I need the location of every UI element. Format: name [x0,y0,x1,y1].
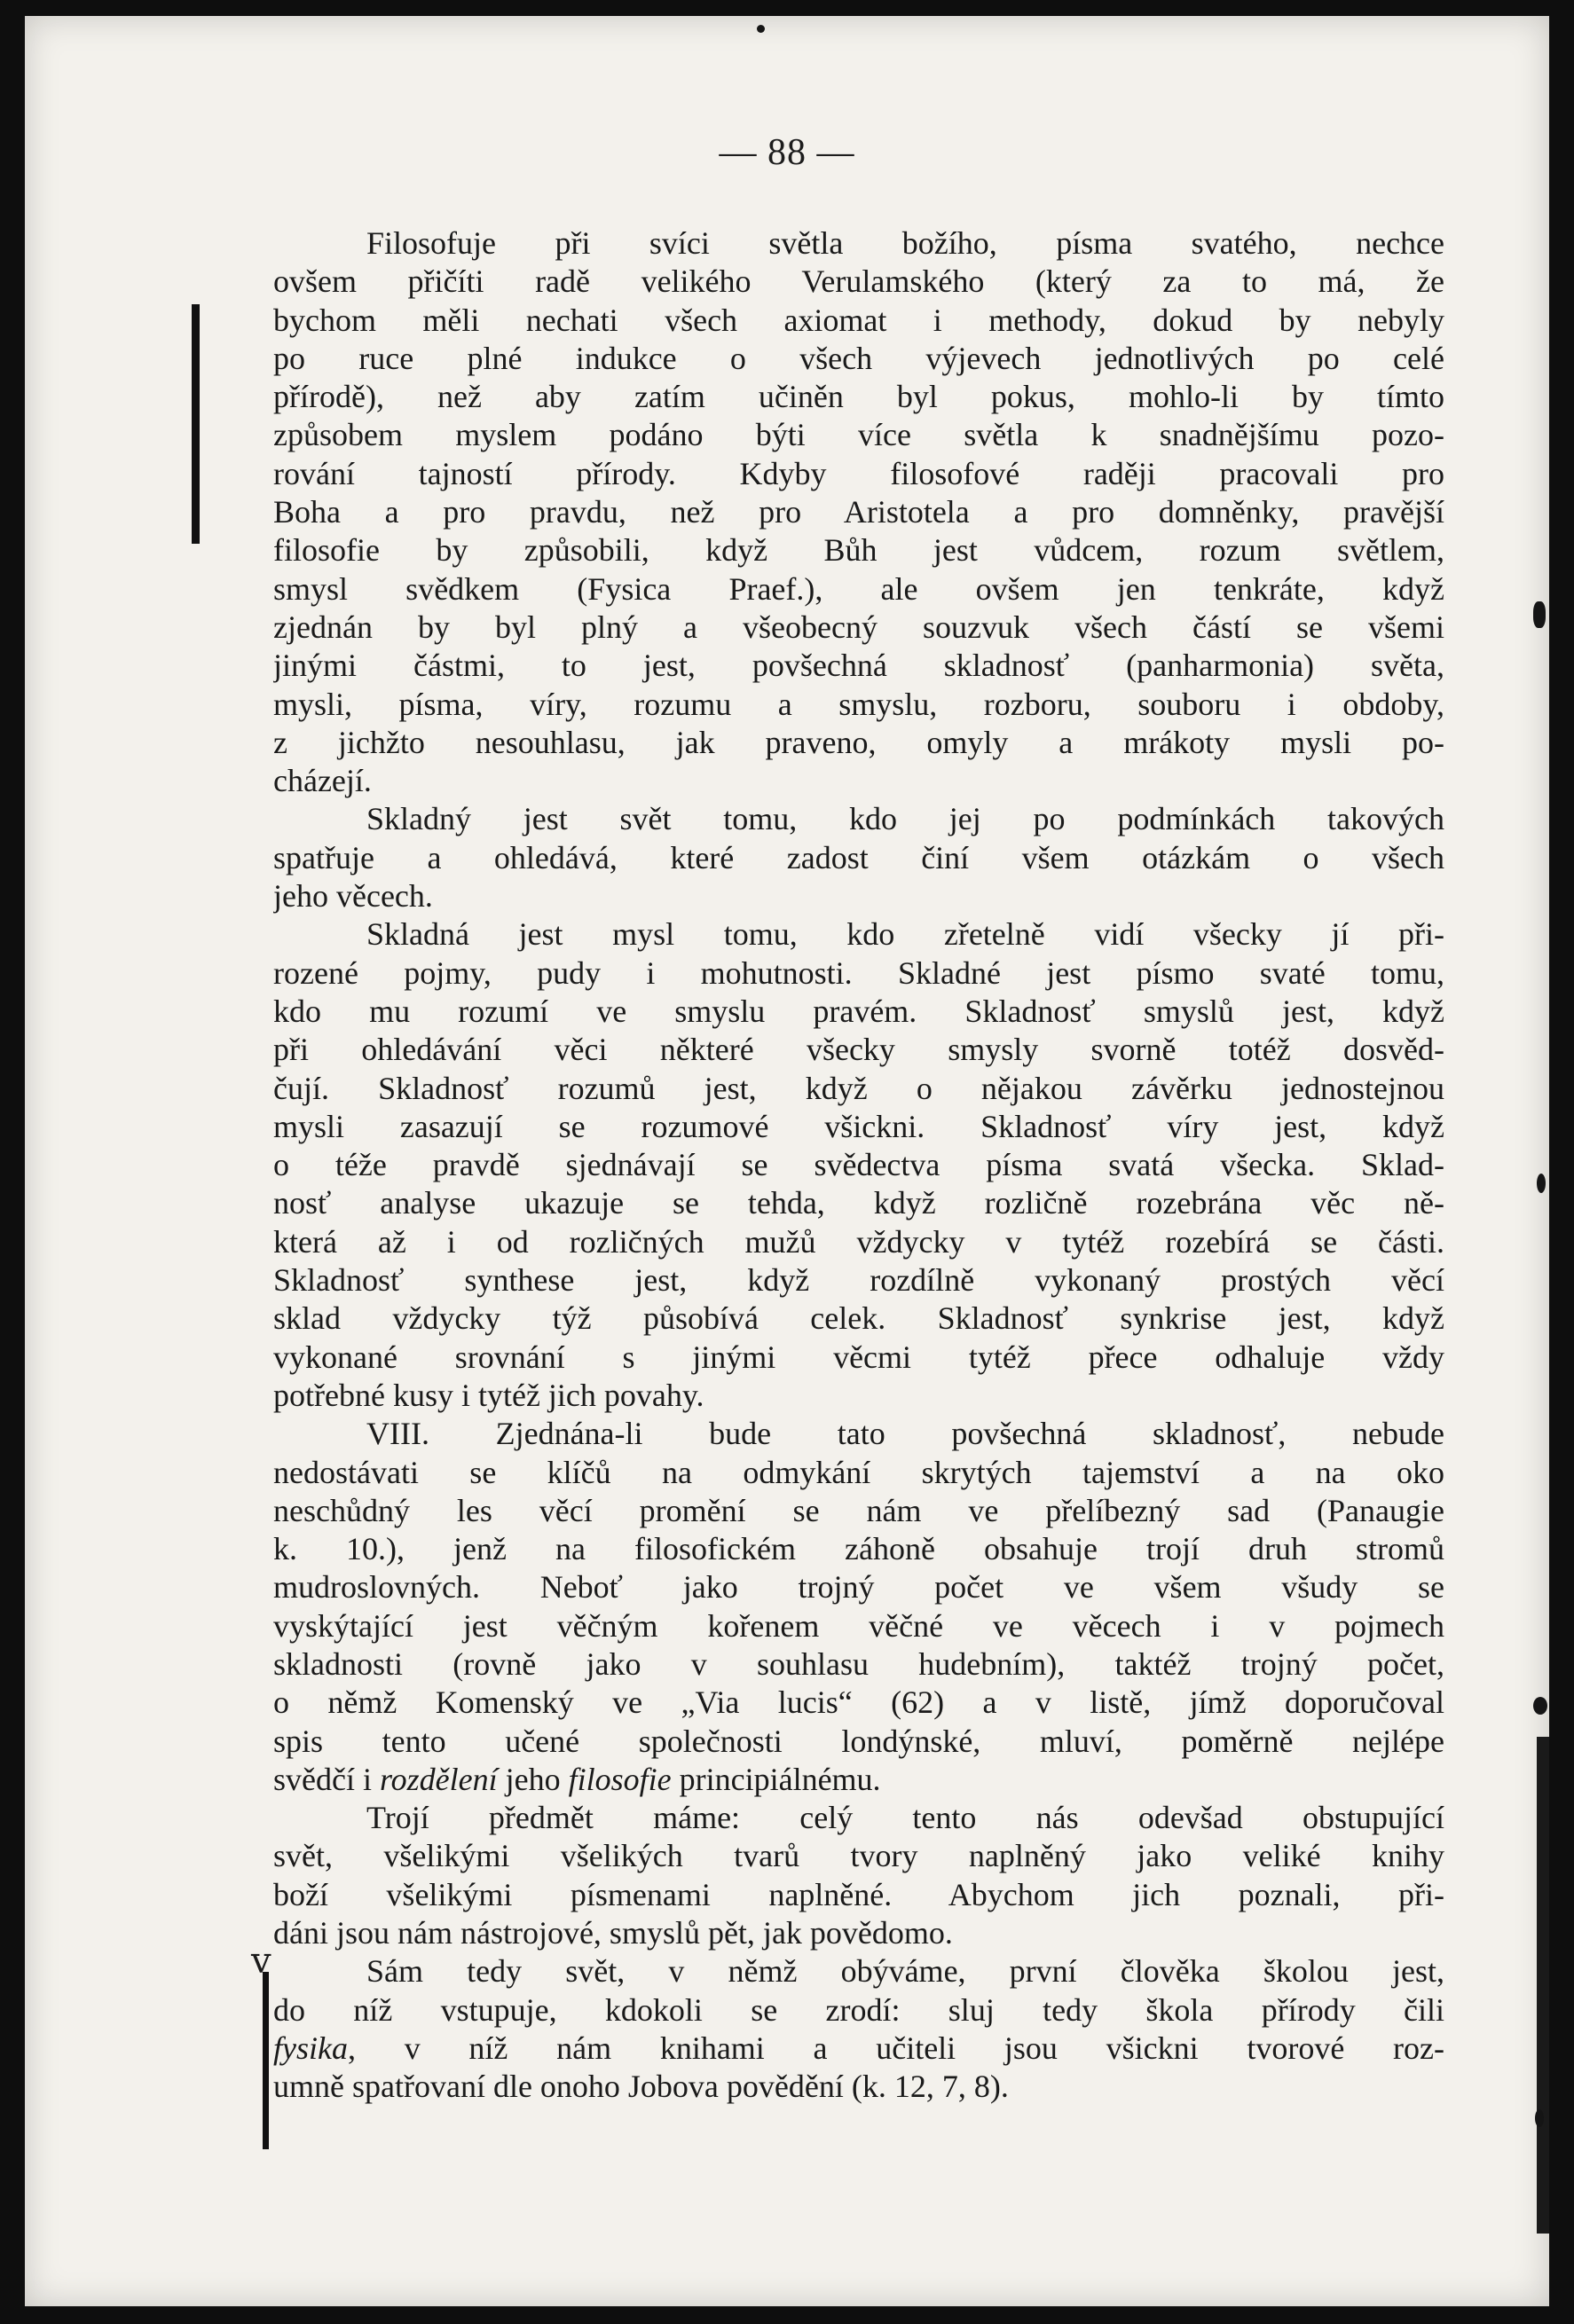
body-text [273,224,1444,2107]
text-line: Skladná jest mysl tomu, kdo zřetelně vidí všecky jí při- [366,916,1444,953]
text-line: bychom měli nechati všech axiomat i methody, dokud by nebyly [273,302,1444,338]
lower-left-margin-pencil-bar [263,1972,269,2149]
text-line: boží všelikými písmenami naplněné. Abychom jich poznali, při- [273,1876,1444,1912]
text-run: svědčí i [273,1761,380,1797]
book-page [25,16,1549,2306]
text-line: Sám tedy svět, v němž obýváme, první člověka školou jest, [366,1953,1444,1990]
text-line: neschůdný les věcí promění se nám ve přelíbezný sad (Panaugie [273,1492,1444,1528]
italic-term: rozdělení [379,1761,498,1797]
text-line: mysli zasazují se rozumové všickni. Skladnosť víry jest, když [273,1108,1444,1144]
text-line: nosť analyse ukazuje se tehda, když rozličně rozebrána věc ně- [273,1185,1444,1221]
text-line: mysli, písma, víry, rozumu a smyslu, rozboru, souboru i obdoby, [273,686,1444,722]
text-line: z jichžto nesouhlasu, jak praveno, omyly a mrákoty mysli po- [273,724,1444,760]
text-line: cházejí. [273,763,372,799]
text-line: jinými částmi, to jest, povšechná skladnosť (panharmonia) světa, [273,648,1444,684]
text-line: způsobem myslem podáno býti více světla k snadnějšímu pozo- [273,417,1444,453]
text-line: zjednán by byl plný a všeobecný souzvuk všech částí se všemi [273,608,1444,645]
right-speck-4 [1535,2109,1544,2127]
right-speck-3 [1533,1697,1547,1715]
text-line: filosofie by způsobili, když Bůh jest vůdcem, rozum světlem, [273,532,1444,569]
text-line: ovšem přičíti radě velikého Verulamského (který za to má, že [273,263,1444,300]
text-line: skladnosti (rovně jako v souhlasu hudebním), taktéž trojný počet, [273,1645,1444,1682]
text-line: rozené pojmy, pudy i mohutnosti. Skladné jest písmo svaté tomu, [273,954,1444,991]
left-margin-pencil-bar [192,304,200,544]
text-line: rování tajností přírody. Kdyby filosofové raději pracovali pro [273,455,1444,491]
text-run: jeho [497,1761,569,1797]
text-line: o němž Komenský ve „Via lucis“ (62) a v listě, jímž doporučoval [273,1684,1444,1721]
top-speck [757,25,765,33]
text-line: smysl svědkem (Fysica Praef.), ale ovšem jen tenkráte, když [273,570,1444,607]
text-line: dáni jsou nám nástrojové, smyslů pět, jak povědomo. [273,1915,953,1951]
text-line [273,1761,1444,1799]
text-line: kdo mu rozumí ve smyslu pravém. Skladnosť smyslů jest, když [273,993,1444,1029]
lower-left-margin-mark: v [251,1941,272,1982]
italic-term: filosofie [568,1761,672,1797]
text-line: spis tento učené společnosti londýnské, mluví, poměrně nejlépe [273,1723,1444,1759]
text-line: čují. Skladnosť rozumů jest, když o nějakou závěrku jednostejnou [273,1070,1444,1106]
text-line [273,2030,1444,2068]
right-speck-2 [1537,1174,1546,1193]
text-line: k. 10.), jenž na filosofickém záhoně obsahuje trojí druh stromů [273,1531,1444,1567]
right-speck-1 [1533,601,1546,628]
text-line: Skladný jest svět tomu, kdo jej po podmínkách takových [366,801,1444,837]
text-line: svět, všelikými všelikých tvarů tvory naplněný jako veliké knihy [273,1838,1444,1874]
text-line: mudroslovných. Neboť jako trojný počet ve všem všudy se [273,1569,1444,1606]
text-line: do níž vstupuje, kdokoli se zrodí: sluj tedy škola přírody čili [273,1991,1444,2028]
text-line: potřebné kusy i tytéž jich povahy. [273,1377,704,1413]
text-line: spatřuje a ohledává, které zadost činí všem otázkám o všech [273,839,1444,875]
text-line: Skladnosť synthese jest, když rozdílně vykonaný prostých věcí [273,1262,1444,1299]
text-line: Trojí předmět máme: celý tento nás odevšad obstupující [366,1800,1444,1836]
text-line: Boha a pro pravdu, než pro Aristotela a pro domněnky, pravější [273,494,1444,530]
text-line: jeho věcech. [273,878,433,915]
text-line: vykonané srovnání s jinými věcmi tytéž přece odhaluje vždy [273,1339,1444,1375]
text-line: přírodě), než aby zatím učiněn byl pokus, mohlo-li by tímto [273,379,1444,415]
text-line: sklad vždycky týž působívá celek. Skladnosť synkrise jest, když [273,1300,1444,1337]
text-line: vyskýtající jest věčným kořenem věčné ve věcech i v pojmech [273,1607,1444,1644]
text-line: při ohledávání věci některé všecky smysly svorně totéž dosvěd- [273,1032,1444,1068]
page-number: — 88 — [719,132,855,173]
text-line: o téže pravdě sjednávají se svědectva písma svatá všecka. Sklad- [273,1147,1444,1183]
text-line: VIII. Zjednána-li bude tato povšechná skladnosť, nebude [366,1416,1444,1452]
text-line: která až i od rozličných mužů vždycky v tytéž rozebírá se části. [273,1223,1444,1260]
right-page-edge-shadow [1537,1737,1549,2234]
italic-term: fysika [273,2030,348,2066]
text-line: po ruce plné indukce o všech výjevech jednotlivých po celé [273,340,1444,376]
text-run: principiálnému. [671,1761,881,1797]
text-run: , v níž nám knihami a učiteli jsou všickni tvorové roz- [347,2030,1444,2066]
text-line: umně spatřovaní dle onoho Jobova povědění (k. 12, 7, 8). [273,2069,1009,2105]
text-line: Filosofuje při svíci světla božího, písma svatého, nechce [366,225,1444,261]
text-line: nedostávati se klíčů na odmykání skrytých tajemství a na oko [273,1454,1444,1490]
